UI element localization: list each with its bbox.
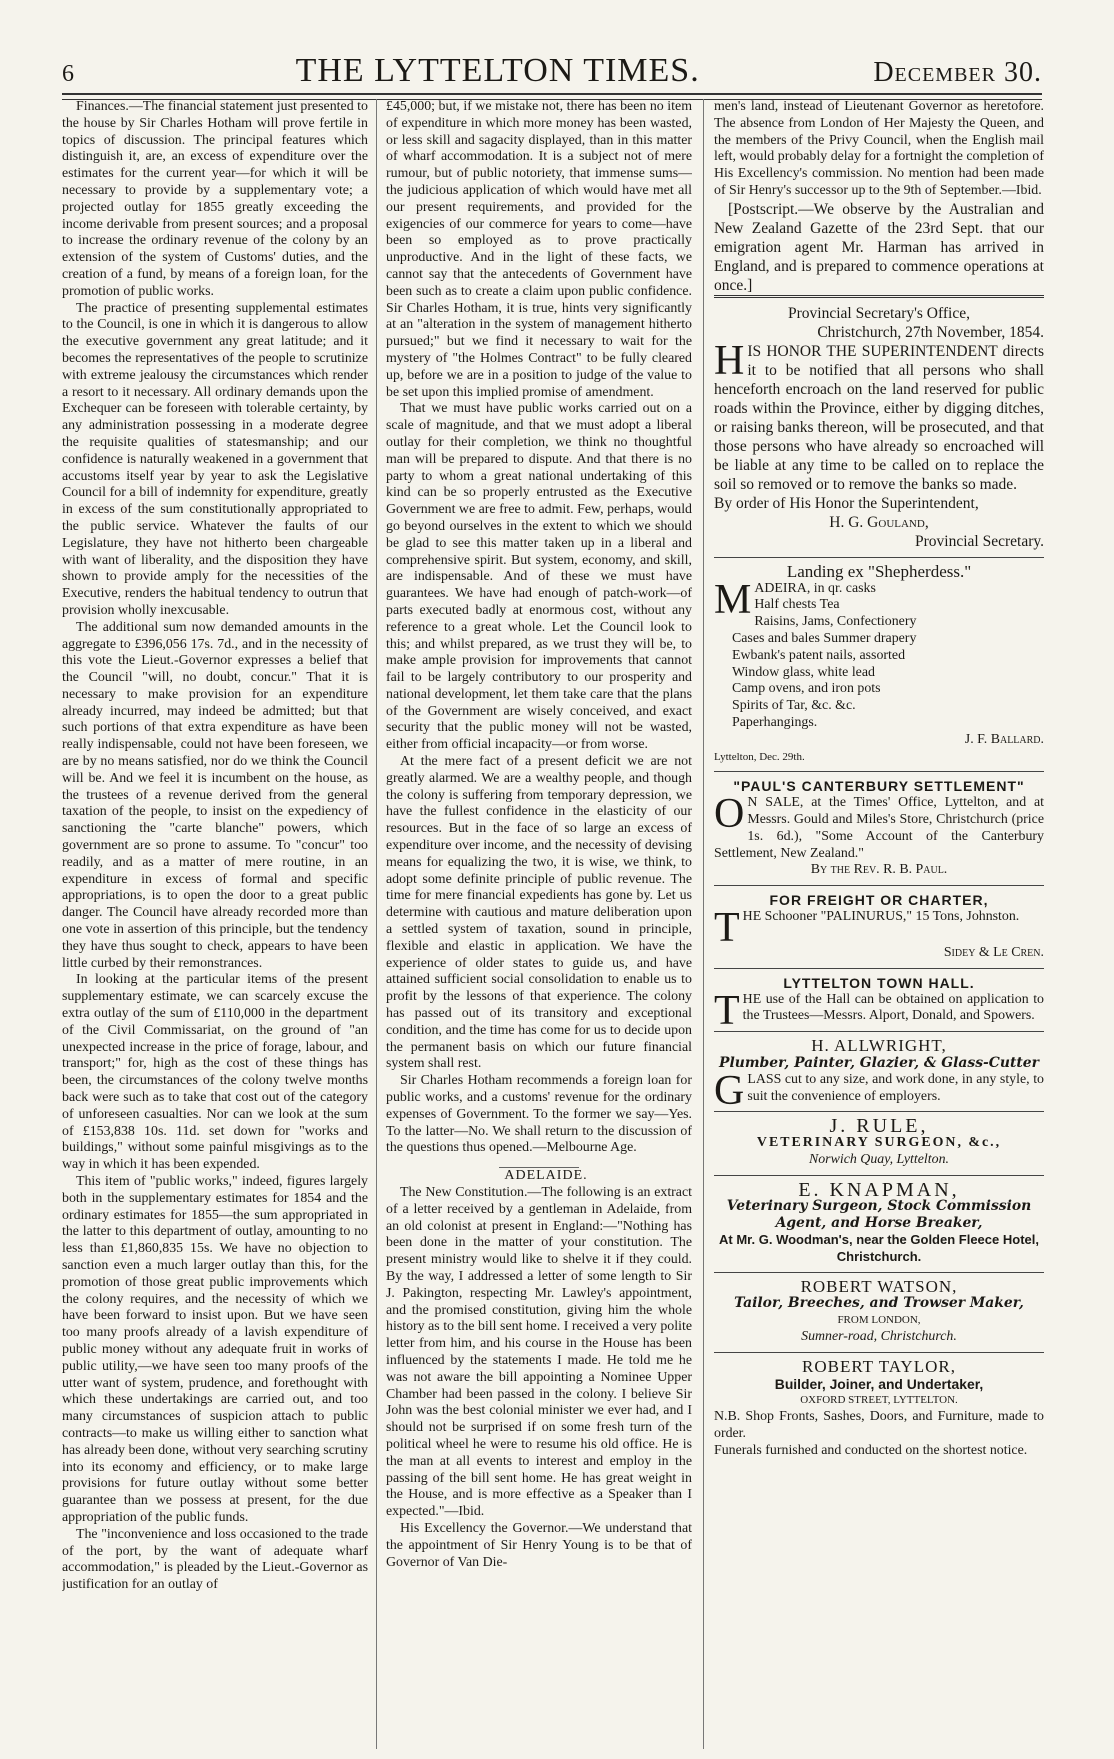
ad-trade: Builder, Joiner, and Undertaker, — [774, 1375, 984, 1392]
ad-signer: H. G. Gouland, — [829, 513, 929, 531]
column-divider — [703, 99, 704, 1749]
column-3 — [714, 99, 1044, 1749]
list-item: Spirits of Tar, &c. &c. — [732, 698, 856, 714]
ad-order: By order of His Honor the Superintendent, — [714, 494, 979, 512]
ad-signer: J. F. Ballard. — [964, 731, 1044, 747]
article-paragraph: The "inconvenience and loss occasioned to the trade of the port, by the want of adequate wharf accommodation," is pleaded by the Lieut.-Governor as justification for an outlay of — [62, 1526, 368, 1593]
ad-signer-title: Provincial Secretary. — [915, 532, 1044, 550]
postscript-note: [Postscript.—We observe by the Australian and New Zealand Gazette of the 23rd Sept. that our emigration agent Mr. Harman has arrived in England, and is prepared to commence operations at once.] — [714, 200, 1044, 294]
ad-note: Funerals furnished and conducted on the shortest notice. — [714, 1442, 1028, 1458]
section-heading-adelaide: ADELAIDE. — [504, 1168, 588, 1184]
article-paragraph: The practice of presenting supplemental estimates to the Council, is one in which it is dangerous to allow the executive government any great latitude; and it becomes the representatives of the people to scrutinize with extreme jealousy the circumstances which render a resort to it necessary. All ordinary demands upon the Exchequer can be foreseen with tolerable certainty, by any administration possessing in a moderate degree the requisite qualities of statesmanship; and our confidence is naturally weakened in a government that accustoms itself year by year to ask the Legislative Council for a bill of indemnity for expenditure, greatly in excess of the sum constitutionally appropriated to the public service. Whatever the faults of our Legislature, they have not hitherto been chargeable with want of liberality, and the disposition they have shown to provide amply for the necessities of the Executive, renders the habitual tendency to outrun that provision wholly inexcusable. — [62, 300, 368, 618]
ad-rule — [714, 1111, 1044, 1174]
ad-title: ROBERT WATSON, — [800, 1276, 958, 1296]
drop-cap: O — [714, 791, 745, 838]
issue-date: December 30. — [873, 57, 1042, 88]
ad-knapman — [714, 1175, 1044, 1272]
ad-shepherdess — [714, 557, 1044, 772]
drop-cap: M — [714, 576, 752, 623]
list-item: Window glass, white lead — [732, 664, 875, 680]
column-divider — [376, 99, 377, 1749]
drop-cap: G — [714, 1067, 745, 1114]
ad-body: HE use of the Hall can be obtained on application to the Trustees—Messrs. Alport, Donald, and Spowers. — [742, 991, 1044, 1024]
list-item: Ewbank's patent nails, assorted — [732, 647, 906, 663]
article-paragraph: Sir Charles Hotham recommends a foreign loan for public works, and a customs' revenue for the ordinary expenses of Government. To the former we say—Yes. To the latter—No. We shall return to the discussion of the questions thus opened.—Melbourne Age. — [386, 1073, 692, 1156]
list-item: Cases and bales Summer drapery — [732, 630, 917, 646]
ad-title: Landing ex "Shepherdess." — [786, 561, 972, 581]
ad-trade: Veterinary Surgeon, Stock Commission Agent, and Horse Breaker, — [726, 1198, 1032, 1232]
ad-dateline: Lyttelton, Dec. 29th. — [714, 750, 805, 763]
ad-signer: Sidey & Le Cren. — [943, 944, 1044, 960]
ad-address: Norwich Quay, Lyttelton. — [808, 1151, 950, 1167]
ad-body: N SALE, at the Times' Office, Lyttelton, and at Messrs. Gould and Miles's Store, Christchurch (price 1s. 6d.), "Some Account of the Canterbury Settlement, New Zealand." — [714, 795, 1044, 861]
article-paragraph: In looking at the particular items of the present supplementary estimate, we can scarcely excuse the extra outlay of the sum of £110,000 in the department of the Civil Commissariat, on the ground of "an unexpected increase in the price of forage, labour, and transport;" for, high as the cost of these things has been, the circumstances of the colony twelve months back were such as to take that cost out of the category of unforeseen casualties. Nor can we look at the sum of £153,838 10s. 11d. set down for "works and buildings," without some painful misgivings as to the way in which it has been expended. — [62, 972, 368, 1173]
ad-taylor — [714, 1352, 1044, 1466]
ad-title: J. RULE, — [829, 1115, 929, 1138]
ad-note: N.B. Shop Fronts, Sashes, Doors, and Furniture, made to order. — [714, 1409, 1044, 1442]
article-paragraph: £45,000; but, if we mistake not, there has been no item of expenditure in which more money has been wasted, or less skill and sagacity displayed, than in this matter of wharf accommodation. It is a subject not of mere rumour, but of public notoriety, that immense sums—the judicious application of which would have met all our present requirements, and provided for the exigencies of our commerce for years to come—have been so employed as to prove practically unproductive. And in the light of these facts, we cannot say that the antecedents of Government have been such as to create a claim upon public confidence. Sir Charles Hotham, it is true, hints very significantly at an "alteration in the system of management hitherto pursued;" but we find it necessary to wait for the mystery of "the Holmes Contract" to be fully cleared up, before we are in a position to judge of the value to be set upon this implied promise of amendment. — [386, 99, 692, 400]
article-paragraph: men's land, instead of Lieutenant Governor as heretofore. The absence from London of Her Majesty the Queen, and the members of the Privy Council, when the English mail left, would probably delay for a fortnight the completion of His Excellency's commission. No mention had been made of Sir Henry's successor up to the 9th of September.—Ibid. — [714, 99, 1044, 198]
ad-body: HE Schooner "PALINURUS," 15 Tons, Johnston. — [742, 908, 1020, 924]
ad-freight-charter — [714, 885, 1044, 968]
drop-cap: T — [714, 904, 740, 951]
list-item: Camp ovens, and iron pots — [732, 681, 881, 697]
ad-pauls-canterbury — [714, 771, 1044, 885]
ad-body: IS HONOR THE SUPERINTENDENT directs it to be notified that all persons who shall henceforth encroach on the land reserved for public roads within the Province, either by digging ditches, or raising banks thereon, will be prosecuted, and that those persons who have already so encroached will be liable at any time to be called on to replace the soil so removed or to remove the banks so made. — [714, 342, 1044, 493]
ad-trade: VETERINARY SURGEON, &c., — [756, 1135, 1002, 1151]
ad-body: LASS cut to any size, and work done, in any style, to suit the convenience of employers. — [747, 1071, 1044, 1104]
page-number: 6 — [62, 61, 74, 87]
article-paragraph: Finances.—The financial statement just presented to the house by Sir Charles Hotham will prove fertile in topics of discussion. The principal features which distinguish it, are, an excess of expenditure over the estimates for the current year—for which it will be necessary to provide by a supplementary vote; a projected outlay for 1855 greatly exceeding the income derivable from present sources; and a proposal to increase the ordinary revenue of the colony by an extension of the system of Customs' duties, and the creation of a fund, by means of a foreign loan, for the promotion of public works. — [62, 99, 368, 299]
article-paragraph: The New Constitution.—The following is an extract of a letter received by a gentleman in Adelaide, from an old colonist at present in England:—"Nothing has been done in the matter of your constitution. The present ministry would like to shelve it if they could. By the way, I addressed a letter of some length to Sir J. Pakington, respecting Mr. Lawley's appointment, and the promised constitution, giving him the whole history as to the bill sent home. I received a very polite letter from him, and his course in the House has been influenced by the statements I made. He told me he was not aware the bill appointing a Nominee Upper Chamber had been passed in the colony. I believe Sir John was the best colonial minister we ever had, and I should not be surprised if on some fresh turn of the political wheel he were to resume his old office. He is the man at all events to interest and employ in the passing of the bill sent home. He has great weight in the House, and is more effective as a Speaker than I expected."—Ibid. — [386, 1185, 692, 1520]
list-item: Raisins, Jams, Confectionery — [754, 614, 917, 630]
ad-watson — [714, 1272, 1044, 1352]
ad-trade: Plumber, Painter, Glazier, & Glass-Cutter — [719, 1054, 1039, 1071]
ad-address: At Mr. G. Woodman's, near the Golden Fleece Hotel, Christchurch. — [719, 1232, 1039, 1264]
list-item: Paperhangings. — [732, 714, 818, 730]
article-paragraph: That we must have public works carried out on a scale of magnitude, and that we must adopt a liberal outlay for their completion, we think no thoughtful man will be prepared to dispute. And that there is no party to whom a great national undertaking of this kind can be so properly entrusted as the Executive Government we are free to admit. Few, perhaps, would go beyond ourselves in the extent to which we should be glad to see this matter taken up in a liberal and comprehensive spirit. But system, economy, and skill, are indispensable. And of these we must have guarantees. We have had enough of patch-work—of parts executed badly at enormous cost, without any reference to a great whole. Let the Council look to this; and whilst prepared, as we trust they will be, to make ample provision for improvements that cannot fail to be largely contributory to our prosperity and national development, let them take care that the plans of the Government are wisely conceived, and exact security that the public money will not be wasted, either from official incapacity—or from worse. — [386, 401, 692, 753]
drop-cap: H — [714, 337, 745, 384]
article-paragraph: This item of "public works," indeed, figures largely both in the supplementary estimates for 1854 and the ordinary estimates for 1855—the sum appropriated in the latter to this department of outlay, amounting to no less than £1,860,835 15s. We have no objection to sanction even a much larger outlay than this, for the promotion of those great public improvements which the colony requires, and the necessity of which we have been forward to insist upon. But we have seen too many proofs already of a lavish expenditure of public money without any adequate fruit in works of public utility,—we have seen too many proofs of the utter want of system, prudence, and forethought with which these undertakings are carried out, and too many circumstances of suspicion attach to public contracts—to make us willing either to sanction what has already been done, without very searching scrutiny into its economy and efficiency, or to make large provisions for future outlay without some better guarantee than we possess at present, for the due appropriation of the public funds. — [62, 1174, 368, 1525]
ad-place-date: Christchurch, 27th November, 1854. — [817, 323, 1044, 341]
article-paragraph: At the mere fact of a present deficit we are not greatly alarmed. We are a wealthy people, and though the colony is suffering from temporary depression, we have the fullest confidence in the elasticity of our resources. But in the face of so large an excess of expenditure over income, and the necessity of devising means for equalizing the two, it is wise, we think, to adopt some definite principle of public revenue. The time for mere financial expedients has gone by. Let us determine with cautious and mature deliberation upon a settled system of taxation, sound in principle, flexible and elastic in application. We have the experience of older states to guide us, and have attained sufficient social consolidation to enable us to profit by the lessons of that experience. The colony has passed out of its transitory and exceptional condition, and the time has come for us to decide upon the permanent basis on which our future financial system shall rest. — [386, 754, 692, 1072]
column-1 — [62, 99, 368, 1749]
ad-allwright — [714, 1031, 1044, 1114]
ad-from: FROM LONDON, — [837, 1314, 921, 1327]
drop-cap: T — [714, 987, 740, 1034]
column-2 — [386, 99, 692, 1749]
ad-author: By the Rev. R. B. Paul. — [810, 862, 948, 878]
list-item: Half chests Tea — [754, 597, 840, 613]
ad-superintendent-notice — [714, 295, 1044, 557]
ad-title: ROBERT TAYLOR, — [802, 1356, 956, 1376]
ad-title: H. ALLWRIGHT, — [811, 1036, 947, 1056]
newspaper-title: THE LYTTELTON TIMES. — [295, 52, 700, 89]
ad-first-line: ADEIRA, in qr. casks — [754, 580, 876, 596]
ad-trade: Tailor, Breeches, and Trowser Maker, — [734, 1295, 1024, 1312]
ad-office: Provincial Secretary's Office, — [788, 304, 970, 322]
article-paragraph: The additional sum now demanded amounts in the aggregate to £396,056 17s. 7d., and in the necessity of this vote the Lieut.-Governor expresses a belief that the Council "will, no doubt, concur." That it is necessary to make provision for an expenditure already incurred, may indeed be admitted; but that such portions of that extra expenditure as have been really indispensable, could not have been foreseen, we are by no means satisfied, nor do we think the Council will be. And we feel it is incumbent on the house, as the trustees of a revenue derived from the general taxation of the people, to insist on the expediency of sanctioning the "carte blanche" powers, which government are so prone to assume. To "concur" too readily, and as a matter of mere routine, in an expenditure in excess of formal and specific appropriations, is to open the door to a great public danger. The Council have already recorded more than one vote in assertion of this principle, but the tendency they have thus sought to check, appears to have been little curbed by their remonstrances. — [62, 619, 368, 971]
article-paragraph: His Excellency the Governor.—We understand that the appointment of Sir Henry Young is to be that of Governor of Van Die- — [386, 1520, 692, 1570]
masthead — [62, 52, 1042, 89]
ad-address: OXFORD STREET, LYTTELTON. — [800, 1394, 958, 1407]
ad-address: Sumner-road, Christchurch. — [801, 1329, 957, 1345]
ad-item-list — [714, 597, 1044, 731]
ad-title: LYTTELTON TOWN HALL. — [783, 974, 975, 991]
ad-title: FOR FREIGHT OR CHARTER, — [769, 892, 989, 909]
ad-town-hall — [714, 968, 1044, 1034]
ad-title: "PAUL'S CANTERBURY SETTLEMENT" — [733, 778, 1025, 795]
ad-title: E. KNAPMAN, — [798, 1178, 960, 1201]
